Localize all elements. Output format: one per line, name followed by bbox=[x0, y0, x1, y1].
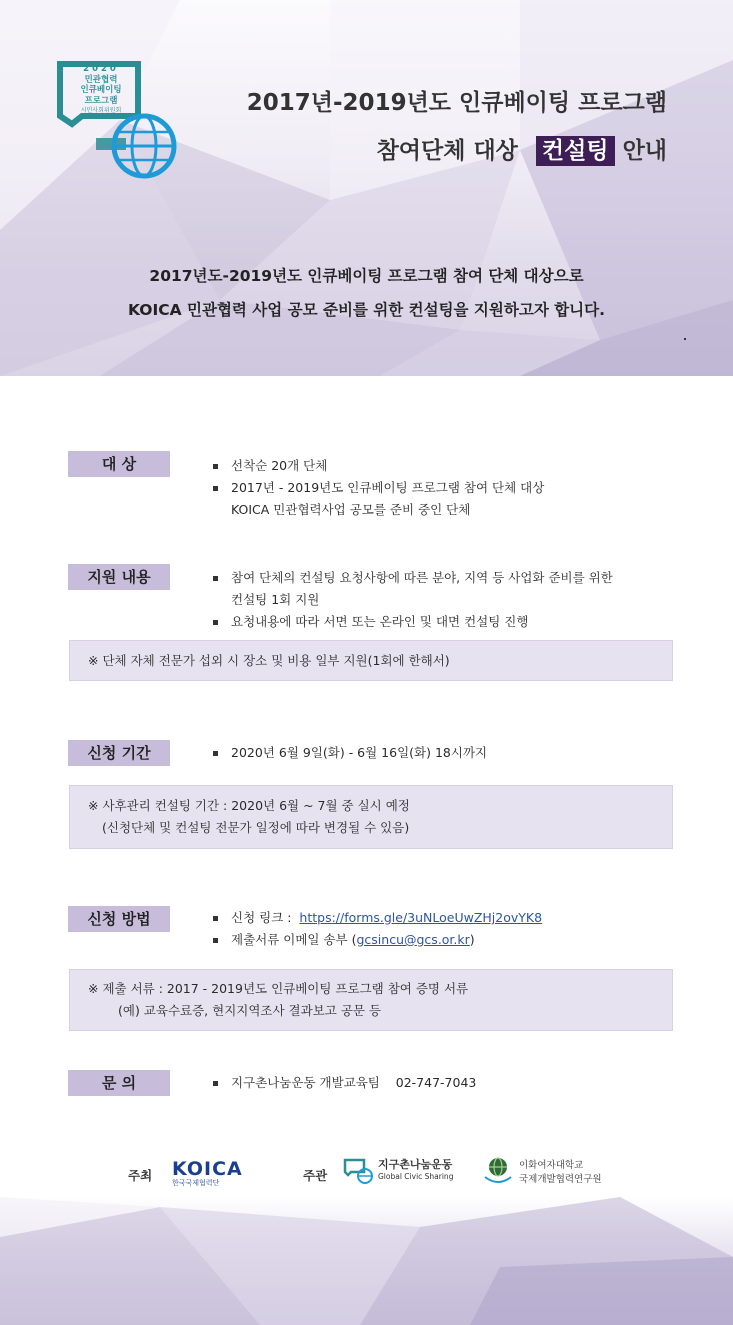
logo-line3: 인큐베이팅 bbox=[80, 85, 122, 95]
list-item-text: 요청내용에 따라 서면 또는 온라인 및 대면 컨설팅 진행 bbox=[231, 614, 529, 629]
page-title-line2 bbox=[377, 132, 667, 165]
list-item-continuation: 컨설팅 1회 지원 bbox=[231, 592, 320, 607]
support-note-box bbox=[69, 640, 673, 681]
bullet-square-icon bbox=[213, 751, 218, 756]
gcs-logo bbox=[342, 1156, 454, 1190]
list-item-continuation: KOICA 민관협력사업 공모를 준비 중인 단체 bbox=[231, 502, 471, 517]
koica-name: KOICA bbox=[172, 1158, 243, 1180]
ewha-emblem-icon bbox=[483, 1155, 515, 1187]
gcs-sub: Global Civic Sharing bbox=[378, 1172, 454, 1181]
logo-line4: 프로그램 bbox=[84, 95, 118, 106]
ewha-line2: 국제개발협력연구원 bbox=[519, 1174, 602, 1185]
decorative-dot bbox=[684, 338, 686, 340]
title-prefix: 참여단체 대상 bbox=[376, 138, 518, 164]
email-link[interactable]: gcsincu@gcs.or.kr bbox=[356, 932, 470, 947]
list-item bbox=[213, 1072, 476, 1094]
bullet-square-icon bbox=[213, 486, 218, 491]
note-text: ※ 단체 자체 전문가 섭외 시 장소 및 비용 일부 지원(1회에 한해서) bbox=[88, 653, 450, 668]
list-item-text: 2020년 6월 9일(화) - 6월 16일(화) 18시까지 bbox=[231, 745, 488, 760]
geometric-background-bottom bbox=[0, 1197, 733, 1325]
list-item bbox=[213, 477, 544, 499]
intro-line2: KOICA 민관협력 사업 공모 준비를 위한 컨설팅을 지원하고자 합니다. bbox=[127, 301, 605, 319]
target-list bbox=[213, 455, 544, 521]
application-form-link[interactable]: https://forms.gle/3uNLoeUwZHj2ovYK8 bbox=[299, 910, 543, 925]
section-label-period: 신청 기간 bbox=[68, 740, 170, 766]
ewha-logo bbox=[483, 1155, 602, 1191]
gcs-emblem-icon bbox=[342, 1156, 374, 1186]
logo-line5: 시민사회위원회 bbox=[80, 107, 122, 114]
list-item bbox=[213, 611, 613, 633]
list-item-text: 지구촌나눔운동 개발교육팀 02-747-7043 bbox=[231, 1075, 477, 1090]
incubating-program-logo bbox=[52, 58, 184, 184]
host-label: 주최 bbox=[128, 1168, 153, 1183]
list-item bbox=[213, 929, 542, 951]
logo-line2: 민관협력 bbox=[84, 74, 118, 85]
method-list bbox=[213, 907, 542, 951]
title-suffix: 안내 bbox=[622, 138, 667, 164]
list-item bbox=[213, 742, 487, 764]
gcs-name: 지구촌나눔운동 bbox=[378, 1158, 453, 1171]
method-note-box bbox=[69, 969, 673, 1031]
support-list bbox=[213, 567, 613, 633]
section-label-support: 지원 내용 bbox=[68, 564, 170, 590]
footer-organizers bbox=[0, 1150, 733, 1200]
list-item bbox=[213, 567, 613, 589]
contact-list bbox=[213, 1072, 476, 1094]
logo-text bbox=[66, 64, 136, 117]
page-title-line1: 2017년-2019년도 인큐베이팅 프로그램 bbox=[246, 90, 667, 116]
section-label-method: 신청 방법 bbox=[68, 906, 170, 932]
note-text: ※ 제출 서류 : 2017 - 2019년도 인큐베이팅 프로그램 참여 증명 서류 bbox=[88, 981, 469, 996]
organizer-label: 주관 bbox=[303, 1168, 328, 1183]
list-item-text: 제출서류 이메일 송부 ( bbox=[231, 932, 357, 947]
list-item-text: 참여 단체의 컨설팅 요청사항에 따른 분야, 지역 등 사업화 준비를 위한 bbox=[231, 570, 613, 585]
section-label-contact: 문 의 bbox=[68, 1070, 170, 1096]
koica-logo bbox=[172, 1158, 252, 1188]
bullet-square-icon bbox=[213, 576, 218, 581]
note-text: (신청단체 및 컨설팅 전문가 일정에 따라 변경될 수 있음) bbox=[102, 820, 410, 835]
intro-line1: 2017년도-2019년도 인큐베이팅 프로그램 참여 단체 대상으로 bbox=[149, 267, 584, 285]
period-list bbox=[213, 742, 487, 764]
note-text: ※ 사후관리 컨설팅 기간 : 2020년 6월 ~ 7월 중 실시 예정 bbox=[88, 798, 410, 813]
bullet-square-icon bbox=[213, 464, 218, 469]
list-item bbox=[213, 907, 542, 929]
bullet-square-icon bbox=[213, 916, 218, 921]
bullet-square-icon bbox=[213, 1081, 218, 1086]
bullet-square-icon bbox=[213, 938, 218, 943]
list-item bbox=[213, 455, 544, 477]
list-item-text: ) bbox=[469, 932, 475, 947]
title-highlight: 컨설팅 bbox=[536, 136, 615, 166]
section-label-target: 대 상 bbox=[68, 451, 170, 477]
bottom-decoration bbox=[0, 1197, 733, 1325]
ewha-line1: 이화여자대학교 bbox=[519, 1160, 584, 1171]
list-item-text: 선착순 20개 단체 bbox=[231, 458, 328, 473]
note-text: (예) 교육수료증, 현지지역조사 결과보고 공문 등 bbox=[118, 1003, 382, 1018]
logo-year: 2020 bbox=[83, 64, 119, 74]
list-item-text: 신청 링크 : bbox=[231, 910, 292, 925]
hero-banner bbox=[0, 0, 733, 376]
list-item-text: 2017년 - 2019년도 인큐베이팅 프로그램 참여 단체 대상 bbox=[231, 480, 545, 495]
period-note-box bbox=[69, 785, 673, 849]
bullet-square-icon bbox=[213, 620, 218, 625]
koica-sub: 한국국제협력단 bbox=[172, 1179, 220, 1187]
